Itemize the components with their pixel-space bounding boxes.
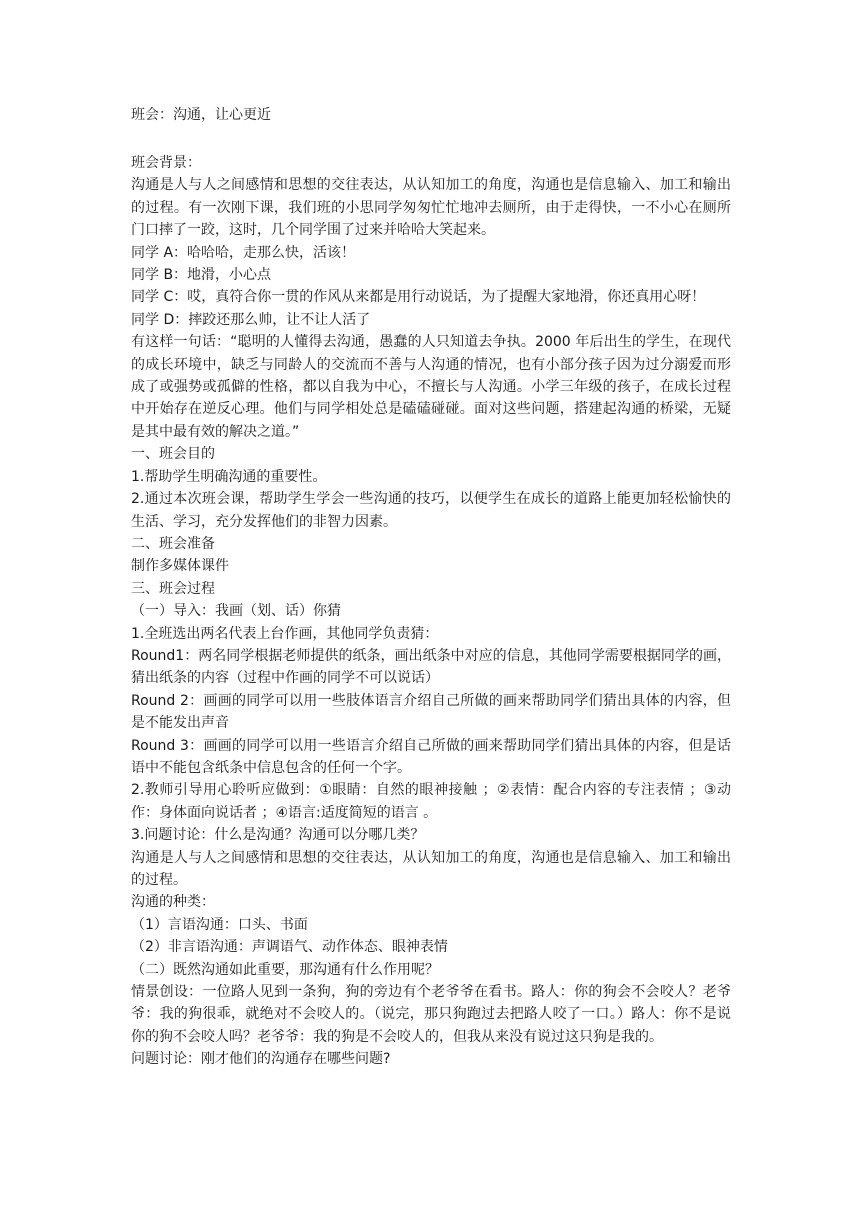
paragraph-purpose-2: 2.通过本次班会课，帮助学生学会一些沟通的技巧，以便学生在成长的道路上能更加轻松愉快的生活、学习，充分发挥他们的非智力因素。 bbox=[131, 491, 731, 530]
paragraph-definition: 沟通是人与人之间感情和思想的交往表达，从认知加工的角度，沟通也是信息输入、加工和输出的过程。 bbox=[131, 849, 731, 888]
paragraph-round-1: Round1：两名同学根据老师提供的纸条，画出纸条中对应的信息，其他同学需要根据同学的画，猜出纸条的内容（过程中作画的同学不可以说话） bbox=[131, 647, 731, 687]
paragraph-student-a: 同学 A：哈哈哈，走那么快，活该！ bbox=[131, 244, 356, 261]
paragraph-purpose-1: 1.帮助学生明确沟通的重要性。 bbox=[131, 468, 327, 485]
document-page bbox=[131, 103, 731, 1071]
paragraph-background-heading: 班会背景： bbox=[131, 155, 201, 171]
paragraph-scenario: 情景创设：一位路人见到一条狗，狗的旁边有个老爷爷在看书。路人：你的狗会不会咬人？老爷爷：我的狗很乖，就绝对不会咬人的。（说完，那只狗跑过去把路人咬了一口。）路人：你不是说你的狗不会咬人吗？老爷爷：我的狗是不会咬人的，但我从来没有说过这只狗是我的。 bbox=[131, 984, 731, 1045]
paragraph-step-2: 2.教师引导用心聆听应做到：①眼睛：自然的眼神接触 ；②表情：配合内容的专注表情 ；③动作：身体面向说话者 ；④语言:适度简短的语言 。 bbox=[131, 782, 731, 821]
document-title: 班会：沟通，让心更近 bbox=[131, 107, 271, 123]
paragraph-type-1: （1）言语沟通：口头、书面 bbox=[131, 916, 308, 933]
subheading-role: （二）既然沟通如此重要，那沟通有什么作用呢？ bbox=[131, 961, 439, 978]
paragraph-discussion: 问题讨论：刚才他们的沟通存在哪些问题? bbox=[131, 1051, 391, 1068]
paragraph-round-2: Round 2：画画的同学可以用一些肢体语言介绍自己所做的画来帮助同学们猜出具体的内容，但是不能发出声音 bbox=[131, 692, 731, 732]
paragraph-type-2: （2）非言语沟通：声调语气、动作体态、眼神表情 bbox=[131, 939, 448, 956]
paragraph-student-b: 同学 B：地滑，小心点 bbox=[131, 267, 272, 284]
subheading-intro: （一）导入：我画（划、话）你猜 bbox=[131, 603, 341, 620]
paragraph-quote: 有这样一句话：“聪明的人懂得去沟通，愚蠢的人只知道去争执。2000 年后出生的学生，在现代的成长环境中，缺乏与同龄人的交流而不善与人沟通的情况，也有小部分孩子因为过分溺爱而形成了或强势或孤僻的性格，都以自我为中心，不擅长与人沟通。小学三年级的孩子，在成长过程中开始存在逆反心理。他们与同学相处总是磕磕碰碰。面对这些问题，搭建起沟通的桥梁，无疑是其中最有效的解决之道。” bbox=[131, 334, 731, 440]
section-heading-preparation: 二、班会准备 bbox=[131, 535, 215, 552]
document-body bbox=[131, 152, 731, 1071]
paragraph-student-c: 同学 C：哎，真符合你一贯的作风从来都是用行动说话，为了提醒大家地滑，你还真用心呀！ bbox=[131, 289, 706, 306]
section-heading-process: 三、班会过程 bbox=[131, 580, 215, 597]
paragraph-types-heading: 沟通的种类： bbox=[131, 894, 215, 911]
paragraph-preparation: 制作多媒体课件 bbox=[131, 558, 229, 575]
paragraph-step-1: 1.全班选出两名代表上台作画，其他同学负责猜： bbox=[131, 625, 439, 642]
paragraph-background-text: 沟通是人与人之间感情和思想的交往表达，从认知加工的角度，沟通也是信息输入、加工和输出的过程。有一次刚下课，我们班的小思同学匆匆忙忙地冲去厕所，由于走得快，一不小心在厕所门口摔了一跤，这时，几个同学围了过来并哈哈大笑起来。 bbox=[131, 177, 731, 239]
section-heading-purpose: 一、班会目的 bbox=[131, 446, 215, 463]
paragraph-step-3: 3.问题讨论：什么是沟通？沟通可以分哪几类？ bbox=[131, 827, 425, 844]
paragraph-round-3: Round 3：画画的同学可以用一些语言介绍自己所做的画来帮助同学们猜出具体的内容，但是话语中不能包含纸条中信息包含的任何一个字。 bbox=[131, 737, 731, 776]
paragraph-student-d: 同学 D：摔跤还那么帅，让不让人活了 bbox=[131, 311, 371, 328]
